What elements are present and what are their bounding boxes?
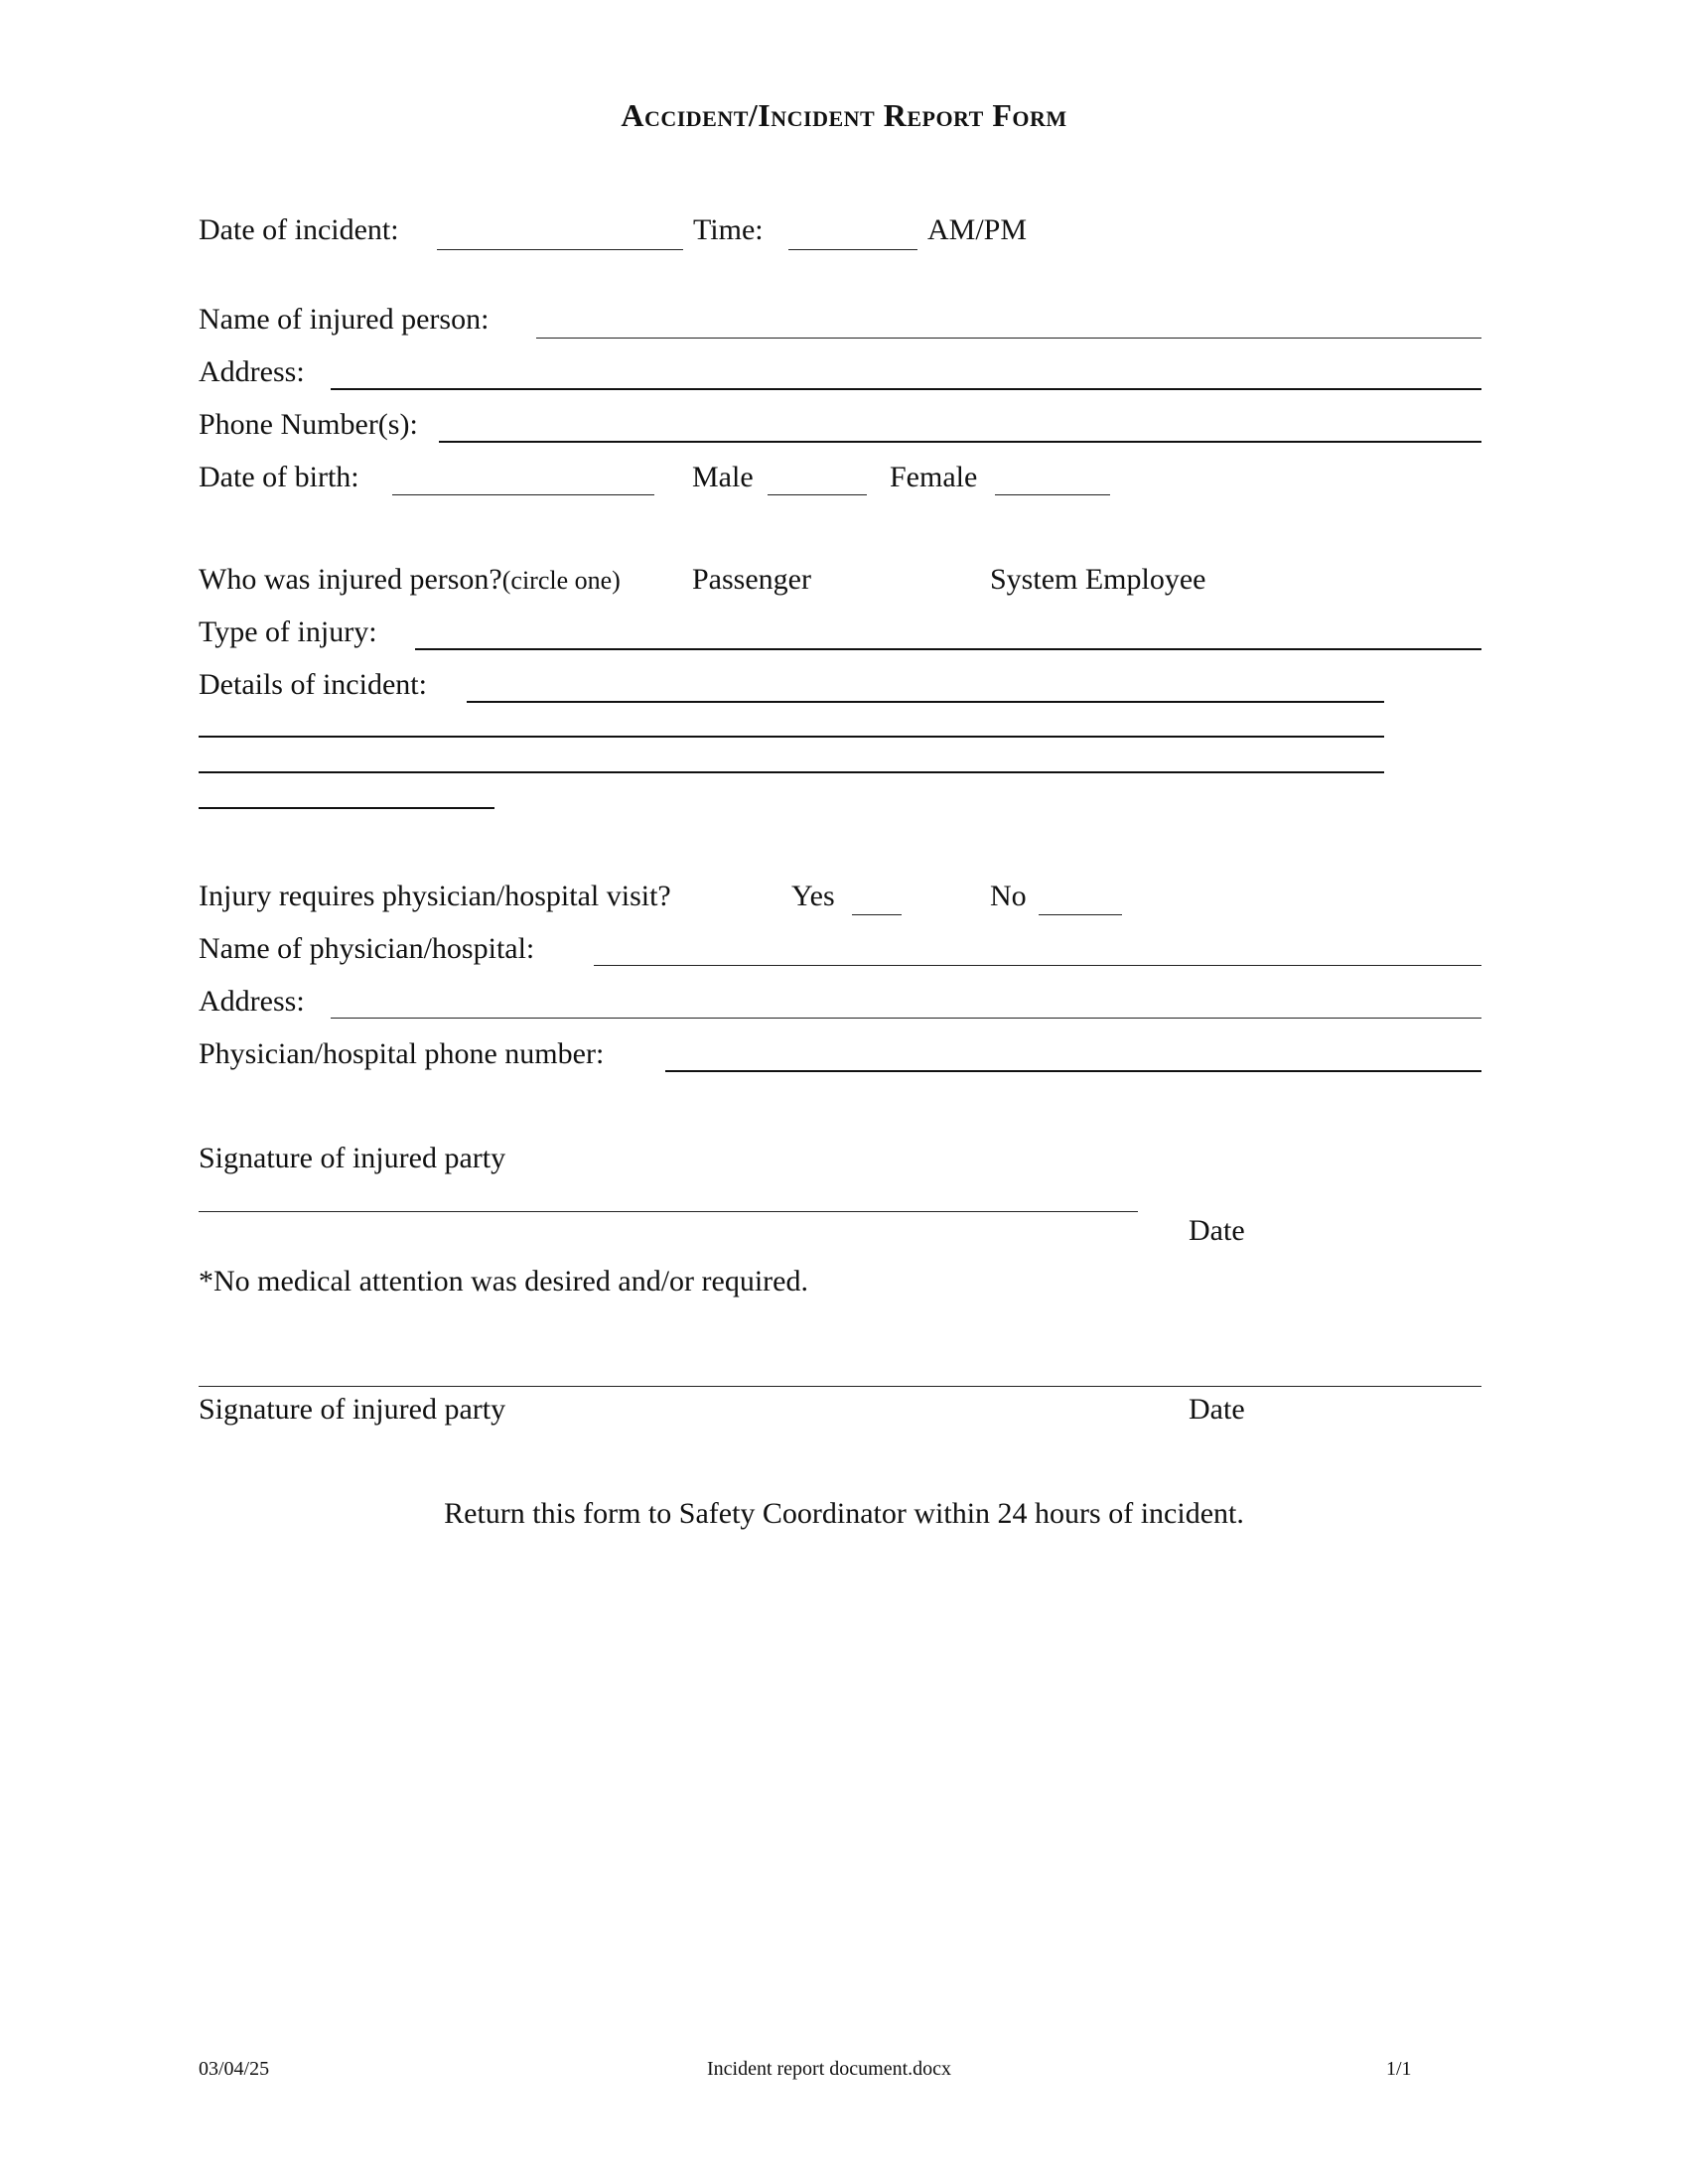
details-field-line-3[interactable] (199, 771, 1384, 773)
date-of-incident-label: Date of incident: (199, 213, 399, 246)
system-employee-option[interactable]: System Employee (990, 563, 1206, 596)
details-field-line-4[interactable] (199, 807, 494, 809)
name-injured-label: Name of injured person: (199, 303, 490, 336)
signature-2-date-label: Date (1189, 1393, 1245, 1426)
signature-2-field[interactable] (199, 1386, 1481, 1387)
who-injured-label: Who was injured person?(circle one) (199, 563, 621, 596)
date-of-incident-field[interactable] (437, 249, 683, 250)
signature-2-label: Signature of injured party (199, 1393, 506, 1426)
ampm-label: AM/PM (927, 213, 1028, 246)
female-field[interactable] (995, 494, 1110, 495)
details-label: Details of incident: (199, 668, 427, 701)
yes-field[interactable] (852, 914, 902, 915)
footer-filename: Incident report document.docx (706, 2058, 952, 2080)
physician-phone-label: Physician/hospital phone number: (199, 1037, 605, 1070)
physician-visit-label: Injury requires physician/hospital visit? (199, 880, 671, 912)
time-field[interactable] (788, 249, 917, 250)
phone-label: Phone Number(s): (199, 408, 418, 441)
physician-address-field[interactable] (331, 1018, 1481, 1019)
no-label: No (990, 880, 1027, 912)
female-label: Female (890, 461, 978, 493)
footer-date: 03/04/25 (199, 2058, 270, 2080)
type-of-injury-label: Type of injury: (199, 615, 377, 648)
signature-1-date-label: Date (1189, 1214, 1245, 1247)
type-of-injury-field[interactable] (415, 648, 1481, 650)
dob-label: Date of birth: (199, 461, 359, 493)
physician-name-field[interactable] (594, 965, 1481, 966)
no-medical-note: *No medical attention was desired and/or required. (199, 1265, 808, 1297)
no-field[interactable] (1039, 914, 1122, 915)
address-label: Address: (199, 355, 305, 388)
yes-label: Yes (791, 880, 835, 912)
passenger-option[interactable]: Passenger (692, 563, 811, 596)
physician-name-label: Name of physician/hospital: (199, 932, 535, 965)
address-field[interactable] (331, 388, 1481, 390)
male-field[interactable] (768, 494, 867, 495)
male-label: Male (692, 461, 754, 493)
time-label: Time: (693, 213, 764, 246)
return-instruction: Return this form to Safety Coordinator within 24 hours of incident. (444, 1497, 1244, 1530)
signature-1-label: Signature of injured party (199, 1142, 506, 1174)
details-field-line-2[interactable] (199, 736, 1384, 738)
physician-address-label: Address: (199, 985, 305, 1018)
phone-field[interactable] (439, 441, 1481, 443)
physician-phone-field[interactable] (665, 1070, 1481, 1072)
dob-field[interactable] (392, 494, 654, 495)
signature-1-field[interactable] (199, 1211, 1138, 1212)
form-title: Accident/Incident Report Form (621, 97, 1067, 133)
footer-page-number: 1/1 (1386, 2058, 1412, 2080)
circle-one-hint: (circle one) (501, 566, 621, 595)
name-injured-field[interactable] (536, 338, 1481, 339)
details-field-line-1[interactable] (467, 701, 1384, 703)
